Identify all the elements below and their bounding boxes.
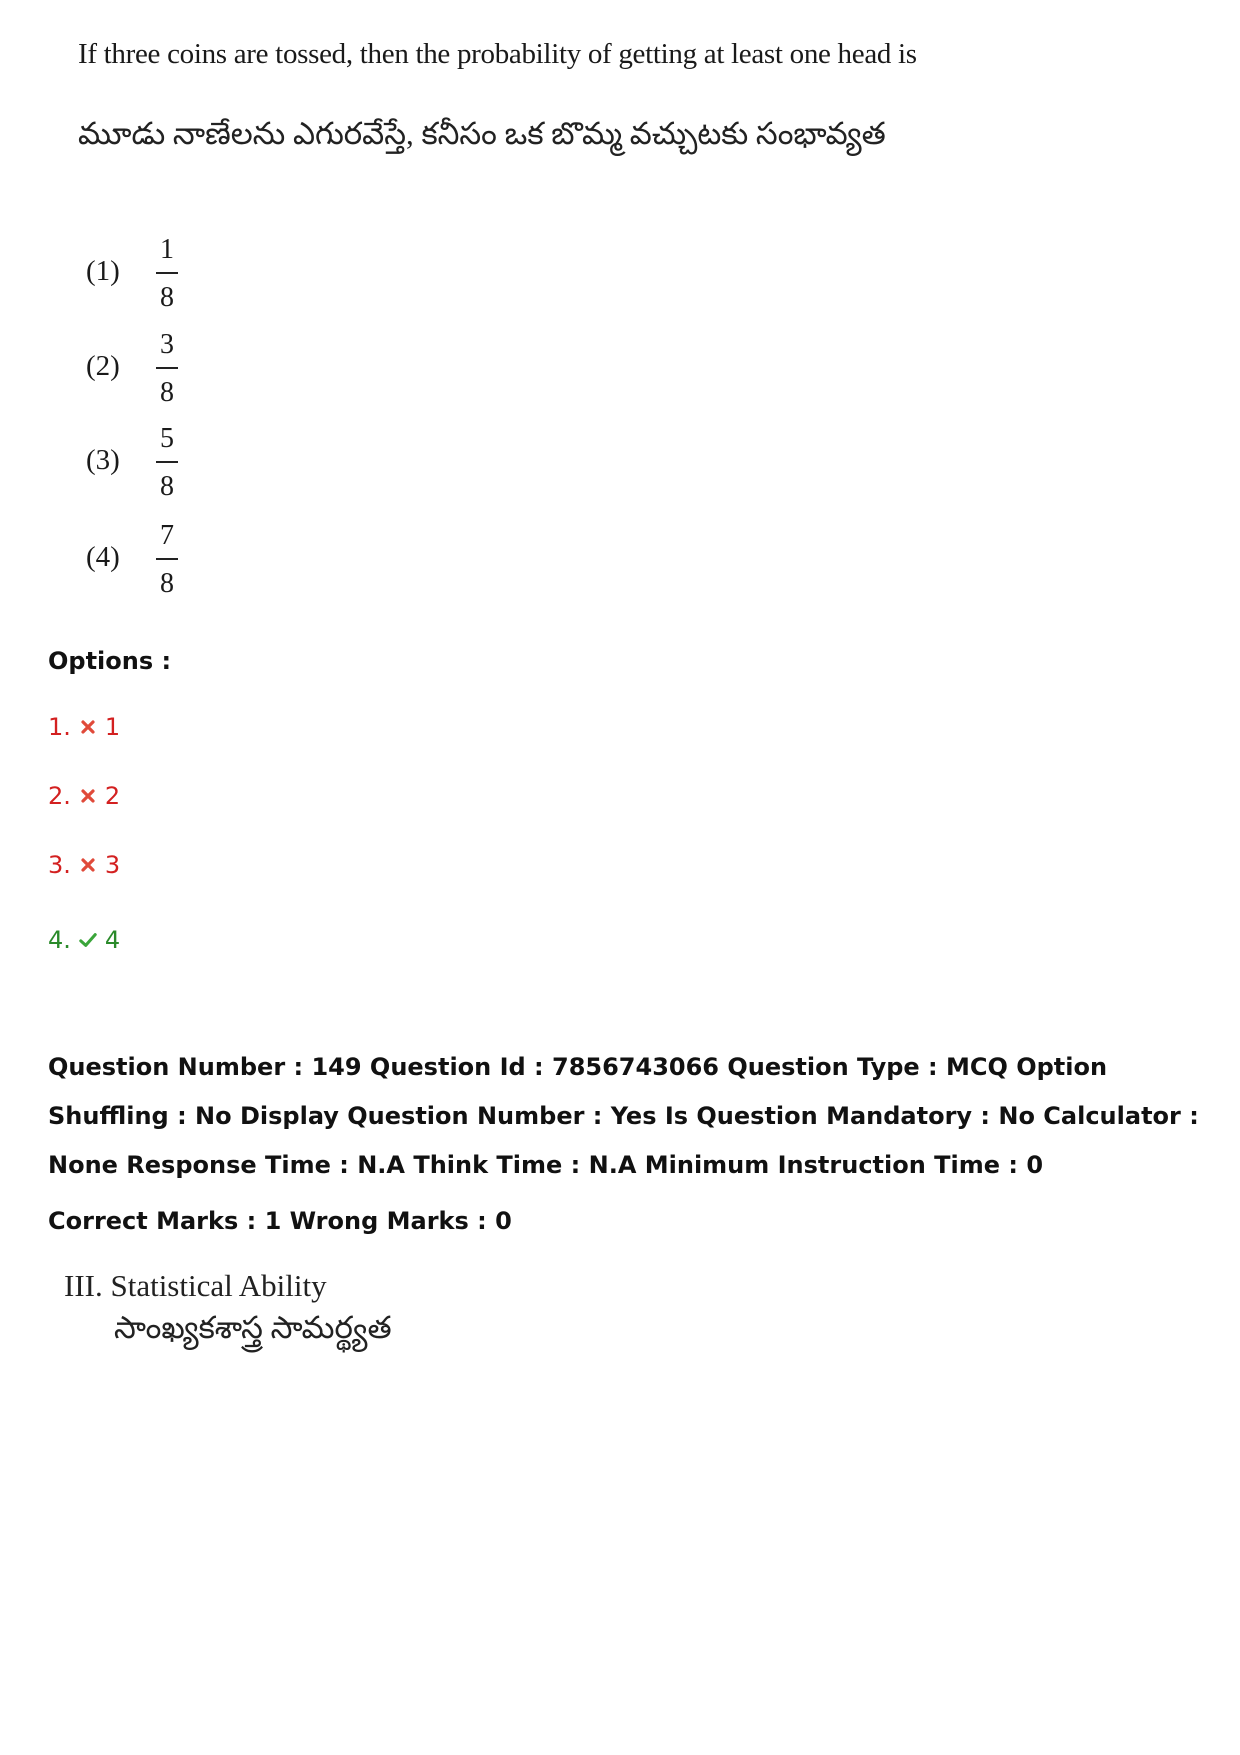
option-value: 2 (104, 782, 121, 810)
fraction-bar (156, 558, 178, 560)
option-index: 3. (48, 851, 71, 879)
option-value: 4 (104, 926, 121, 954)
marks-info: Correct Marks : 1 Wrong Marks : 0 (48, 1207, 512, 1235)
fraction-numerator: 1 (160, 234, 174, 265)
fraction-bar (156, 367, 178, 369)
section-title-english: III. Statistical Ability (64, 1268, 327, 1303)
question-metadata: Question Number : 149 Question Id : 7856743066 Question Type : MCQ Option Shuffling : No Display Question Number : Yes Is Question Mandatory : No Calculator : None Response Time : N.A Think Time : N.A Minimum Instruction Time : 0 (48, 1053, 1199, 1179)
option-index: 2. (48, 782, 71, 810)
option-3 (48, 851, 120, 879)
options-heading: Options : (48, 647, 172, 675)
fraction-bar (156, 461, 178, 463)
fraction-numerator: 3 (160, 329, 174, 360)
option-4 (48, 926, 120, 954)
fraction (152, 232, 182, 316)
cross-icon (79, 856, 97, 874)
choice-4 (86, 518, 286, 608)
option-2 (48, 782, 120, 810)
choice-1 (86, 232, 286, 322)
fraction-denominator: 8 (160, 377, 174, 408)
choice-label: (4) (86, 541, 120, 573)
fraction (152, 327, 182, 411)
fraction-numerator: 7 (160, 520, 174, 551)
option-value: 1 (104, 713, 121, 741)
option-index: 1. (48, 713, 71, 741)
cross-icon (79, 718, 97, 736)
choice-label: (3) (86, 444, 120, 476)
choice-label: (2) (86, 350, 120, 382)
choice-2 (86, 327, 286, 417)
check-icon (79, 931, 97, 949)
choice-label: (1) (86, 255, 120, 287)
cross-icon (79, 787, 97, 805)
fraction-denominator: 8 (160, 471, 174, 502)
question-text-telugu: మూడు నాణేలను ఎగురవేస్తే, కనీసం ఒక బొమ్మ వచ్చుటకు సంభావ్యత (78, 116, 886, 151)
fraction (152, 421, 182, 505)
fraction (152, 518, 182, 602)
option-index: 4. (48, 926, 71, 954)
option-1 (48, 713, 120, 741)
question-text-english: If three coins are tossed, then the probability of getting at least one head is (78, 38, 917, 70)
fraction-denominator: 8 (160, 282, 174, 313)
fraction-denominator: 8 (160, 568, 174, 599)
choice-3 (86, 421, 286, 511)
fraction-numerator: 5 (160, 423, 174, 454)
fraction-bar (156, 272, 178, 274)
section-title-telugu: సాంఖ్యకశాస్త్ర సామర్థ్యత (114, 1310, 392, 1345)
option-value: 3 (104, 851, 121, 879)
